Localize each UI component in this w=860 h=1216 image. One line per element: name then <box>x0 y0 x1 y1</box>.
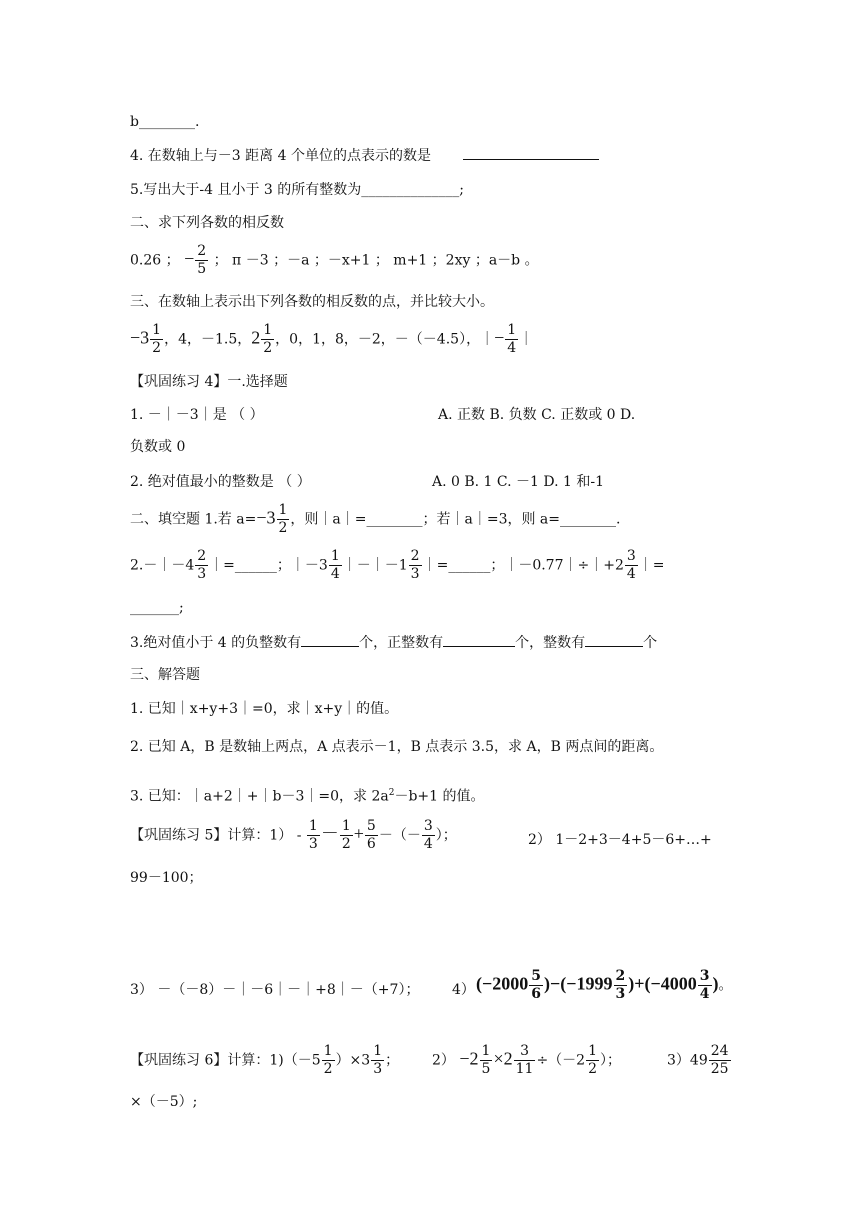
text-segment: ｜－｜－1 <box>342 557 408 574</box>
question-5: 5.写出大于-4 且小于 3 的所有整数为______________; <box>130 182 464 198</box>
fraction <box>277 502 290 537</box>
numerator: 5 <box>366 818 376 834</box>
expression-4-label: 4） <box>452 982 475 998</box>
text-segment: 2.－｜－4 <box>130 557 195 574</box>
answer-blank <box>585 632 643 647</box>
operator: ×2 <box>493 1048 513 1069</box>
number-list-line <box>130 322 533 357</box>
text-segment: 个，整数有 <box>515 635 586 651</box>
numerator: 1 <box>308 818 318 834</box>
numerator: 24 <box>710 1043 729 1059</box>
numerator: 3 <box>423 818 433 834</box>
denominator: 2 <box>323 1061 333 1077</box>
paren-term: (−2000 <box>476 973 529 994</box>
text-segment: －b+1 的值。 <box>394 788 485 805</box>
denominator: 3 <box>197 566 207 582</box>
text-segment: 个 <box>643 635 658 651</box>
question-text: 4. 在数轴上与－3 距离 4 个单位的点表示的数是 <box>130 148 431 164</box>
section-heading: 二、求下列各数的相反数 <box>130 215 284 231</box>
numerator: 5 <box>531 968 542 984</box>
text-segment: ，则｜a｜=________；若｜a｜=3，则 a=________. <box>290 511 621 528</box>
mixed-number-whole: −2 <box>459 1048 479 1069</box>
fraction <box>322 1043 335 1078</box>
denominator: 11 <box>515 1061 534 1077</box>
denominator: 2 <box>152 340 162 356</box>
fraction <box>480 1043 493 1078</box>
paren-term: )−(−1999 <box>544 973 613 994</box>
operator: － <box>320 823 339 844</box>
fraction <box>529 968 543 1003</box>
denominator: 5 <box>197 261 207 277</box>
expression-2: 2） 1－2+3－4+5－6+…+ <box>528 832 712 848</box>
answer-options: A. 0 B. 1 C. －1 D. 1 和-1 <box>432 474 605 490</box>
expression-4 <box>476 968 733 1003</box>
question-text: 1. －｜－3｜是 （ ） <box>130 407 264 423</box>
text-segment: ｜ <box>519 331 534 348</box>
question-text: 2. 绝对值最小的整数是 （ ） <box>130 474 311 490</box>
expression-3: 3） －（－8）－｜－6｜－｜+8｜－（+7）； <box>130 982 420 998</box>
operator: －（－ <box>378 827 421 844</box>
fraction <box>625 548 638 583</box>
fill-blank-3 <box>130 632 657 653</box>
numerator: 1 <box>278 502 288 518</box>
fraction <box>195 548 208 583</box>
text-segment: 。 <box>718 977 733 994</box>
fraction <box>261 322 274 357</box>
text-segment: 【巩固练习 6】计算：1)（－5 <box>130 1052 321 1069</box>
denominator: 2 <box>278 520 288 536</box>
denominator: 2 <box>341 836 351 852</box>
operator: + <box>353 823 364 844</box>
text-segment: 3）49 <box>667 1052 708 1069</box>
solve-question-2: 2. 已知 A，B 是数轴上两点，A 点表示－1，B 点表示 3.5，求 A，B 两点间的距离。 <box>130 739 664 755</box>
fraction <box>365 818 378 853</box>
solve-question-1: 1. 已知｜x+y+3｜=0，求｜x+y｜的值。 <box>130 701 399 717</box>
numerator: 2 <box>410 548 420 564</box>
fraction <box>614 968 628 1003</box>
denominator: 2 <box>263 340 273 356</box>
answer-blank <box>301 632 359 647</box>
text-segment: 2） <box>432 1052 455 1069</box>
question-4 <box>130 145 599 166</box>
denominator: 3 <box>308 836 318 852</box>
numerator: 1 <box>263 322 273 338</box>
numerator: 3 <box>699 968 710 984</box>
fraction <box>586 1043 599 1078</box>
denominator: 4 <box>330 566 340 582</box>
practice-6-line <box>130 1043 740 1078</box>
practice-5-line <box>130 818 750 853</box>
numerator: 1 <box>330 548 340 564</box>
numerator: 3 <box>626 548 636 564</box>
answer-options: A. 正数 B. 负数 C. 正数或 0 D. <box>438 407 636 423</box>
fraction <box>709 1043 731 1078</box>
text-segment: 【巩固练习 5】计算：1） - <box>130 827 302 844</box>
fraction <box>371 1043 384 1078</box>
denominator: 25 <box>710 1061 729 1077</box>
text-segment: 个，正整数有 <box>359 635 444 651</box>
text-segment: ｜=______；｜－3 <box>209 557 328 574</box>
numerator: 1 <box>152 322 162 338</box>
text-line: b________. <box>130 114 200 130</box>
text-line: ×（－5）; <box>130 1094 198 1110</box>
denominator: 4 <box>507 340 517 356</box>
expression-2 <box>432 1043 621 1078</box>
solve-question-3 <box>130 783 485 807</box>
choice-question-2 <box>130 472 730 492</box>
text-line: _______; <box>130 600 184 616</box>
minus-sign: − <box>494 327 505 348</box>
denominator: 5 <box>481 1061 491 1077</box>
mixed-number-whole: 2 <box>251 327 261 348</box>
fraction <box>307 818 320 853</box>
paren-term: )+(−4000 <box>628 973 697 994</box>
superscript: 2 <box>388 788 395 798</box>
answer-blank <box>443 632 515 647</box>
opposite-numbers-line <box>130 243 539 278</box>
paren-term: ) <box>712 973 719 994</box>
numerator: 2 <box>197 243 207 259</box>
text-segment: ，0，1，8，－2，－（－4.5），｜ <box>275 331 495 348</box>
denominator: 3 <box>615 986 626 1002</box>
section-heading: 三、在数轴上表示出下列各数的相反数的点，并比较大小。 <box>130 294 494 310</box>
mixed-number-whole: −3 <box>130 327 150 348</box>
numerator: 1 <box>507 322 517 338</box>
denominator: 4 <box>423 836 433 852</box>
text-segment: 3. 已知：｜a+2｜+｜b－3｜=0，求 2a <box>130 788 389 805</box>
fill-blank-2 <box>130 548 665 583</box>
denominator: 3 <box>373 1061 383 1077</box>
fill-blank-1 <box>130 502 620 537</box>
text-segment: ｜= <box>638 557 665 574</box>
numerator: 2 <box>615 968 626 984</box>
numerator: 2 <box>197 548 207 564</box>
fraction <box>195 243 208 278</box>
text-line: 99－100； <box>130 870 203 886</box>
section-heading: 三、解答题 <box>130 667 200 683</box>
text-segment: ； <box>385 1052 400 1069</box>
text-segment: 3.绝对值小于 4 的负整数有 <box>130 635 302 651</box>
minus-sign: − <box>184 248 195 269</box>
fraction <box>150 322 163 357</box>
fraction <box>514 1043 536 1078</box>
numerator: 1 <box>588 1043 597 1059</box>
text-segment: ÷（－2 <box>536 1052 586 1069</box>
section-heading: 【巩固练习 4】一.选择题 <box>130 374 288 390</box>
fraction <box>505 322 518 357</box>
denominator: 4 <box>626 566 636 582</box>
mixed-number-whole: −3 <box>256 507 276 528</box>
text-segment: ｜=______；｜－0.77｜÷｜+2 <box>422 557 624 574</box>
text-segment: ）； <box>435 827 457 844</box>
denominator: 6 <box>531 986 542 1002</box>
numerator: 1 <box>373 1043 383 1059</box>
fraction <box>340 818 353 853</box>
choice-question-1 <box>130 405 730 425</box>
fraction <box>422 818 435 853</box>
numerator: 1 <box>481 1043 491 1059</box>
denominator: 2 <box>588 1061 597 1077</box>
numerator: 1 <box>341 818 351 834</box>
numerator: 3 <box>520 1043 529 1059</box>
fraction <box>329 548 342 583</box>
expression-3 <box>667 1043 732 1078</box>
text-segment: ，4，－1.5， <box>164 331 252 348</box>
denominator: 4 <box>699 986 710 1002</box>
text-segment: 二、填空题 1.若 a= <box>130 511 257 528</box>
text-line: 负数或 0 <box>130 439 186 455</box>
denominator: 3 <box>410 566 420 582</box>
answer-blank <box>463 145 599 160</box>
numerator: 1 <box>323 1043 333 1059</box>
denominator: 6 <box>366 836 376 852</box>
text-segment: ）×3 <box>335 1052 371 1069</box>
fraction <box>698 968 712 1003</box>
text-segment: ）； <box>600 1052 621 1069</box>
text-segment: 0.26 ； <box>130 252 180 269</box>
fraction <box>409 548 422 583</box>
text-segment: ； π －3 ；－a ；－x+1 ； m+1 ；2xy ；a－b 。 <box>213 252 539 269</box>
